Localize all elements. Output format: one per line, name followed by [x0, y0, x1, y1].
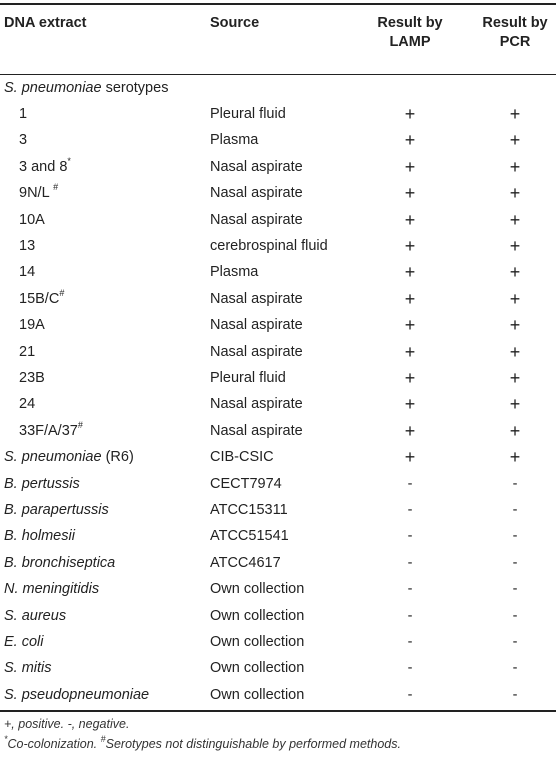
table-row: [0, 286, 556, 312]
table-row: [0, 127, 556, 153]
footnote-legend: +, positive. -, negative.: [4, 717, 130, 731]
cell-source: Pleural fluid: [210, 106, 286, 122]
extract-name: S. mitis: [4, 660, 52, 677]
cell-result-pcr: -: [512, 528, 518, 545]
extract-name: 13: [19, 238, 36, 254]
group-label-rest: serotypes: [101, 80, 169, 96]
cell-dna-extract: [19, 259, 35, 285]
cell-dna-extract: [19, 312, 45, 338]
cell-source: Nasal aspirate: [210, 158, 303, 175]
cell-result-pcr: +: [509, 288, 521, 309]
cell-dna-extract: [19, 101, 27, 127]
extract-name: S. pseudopneumoniae: [4, 686, 150, 703]
extract-name: 33F/A/37: [19, 422, 78, 439]
header-result-pcr-line2: PCR: [499, 34, 531, 50]
footnote-cocolonization: Co-colonization.: [7, 737, 101, 751]
cell-result-pcr: +: [509, 156, 521, 177]
cell-result-lamp: -: [407, 528, 413, 545]
extract-name: 3: [19, 132, 28, 149]
cell-source: CIB-CSIC: [210, 449, 274, 466]
cell-result-pcr: +: [509, 130, 521, 151]
cell-result-lamp: +: [404, 368, 416, 388]
cell-result-pcr: -: [512, 634, 518, 650]
cell-result-pcr: -: [512, 502, 518, 518]
cell-source: Own collection: [210, 660, 305, 677]
cell-result-pcr: +: [509, 183, 521, 204]
cell-dna-extract: [4, 550, 115, 576]
extract-name: 3 and 8: [19, 158, 68, 175]
extract-name: 9N/L: [19, 185, 54, 202]
cell-result-lamp: +: [404, 315, 416, 336]
cell-result-lamp: -: [407, 554, 413, 571]
extract-suffix: (R6): [101, 449, 134, 466]
footnote-serotypes: Serotypes not distinguishable by performed methods.: [105, 737, 401, 751]
cell-result-pcr: +: [509, 209, 521, 230]
table-row: [0, 655, 556, 681]
cell-dna-extract: [19, 154, 71, 180]
table-row: [0, 180, 556, 206]
cell-source: ATCC15311: [210, 502, 288, 518]
extract-name: 14: [19, 264, 36, 281]
cell-result-pcr: -: [512, 660, 518, 677]
cell-result-lamp: -: [407, 607, 413, 624]
cell-result-lamp: +: [404, 394, 416, 415]
cell-dna-extract: [4, 655, 52, 681]
table-row: [0, 207, 556, 233]
cell-result-pcr: +: [509, 104, 521, 124]
table-row: [0, 339, 556, 365]
extract-footnote-mark: #: [59, 287, 65, 298]
cell-source: Own collection: [210, 581, 305, 598]
cell-dna-extract: [19, 391, 35, 417]
cell-dna-extract: [19, 365, 45, 391]
cell-result-lamp: +: [404, 262, 416, 283]
cell-result-lamp: +: [404, 236, 416, 256]
cell-dna-extract: [19, 127, 27, 153]
table-row: [0, 629, 556, 655]
header-result-lamp-line2: LAMP: [389, 34, 431, 50]
cell-result-pcr: -: [512, 475, 518, 492]
cell-result-pcr: +: [509, 394, 521, 415]
extract-name: 23B: [19, 370, 45, 386]
footnote-asterisk: *: [4, 733, 8, 744]
cell-result-lamp: +: [404, 209, 416, 230]
extract-name: B. parapertussis: [4, 502, 109, 518]
cell-source: Pleural fluid: [210, 370, 286, 386]
cell-source: CECT7974: [210, 475, 282, 492]
footnote-hash: #: [100, 733, 106, 744]
header-result-lamp: [370, 14, 450, 52]
cell-source: Plasma: [210, 264, 259, 281]
extract-footnote-mark: *: [67, 155, 71, 166]
extract-name: S. aureus: [4, 607, 67, 624]
cell-result-lamp: +: [404, 288, 416, 309]
cell-result-pcr: +: [509, 262, 521, 283]
table-row: [0, 259, 556, 285]
extract-name: N. meningitidis: [4, 581, 100, 598]
extract-name: 19A: [19, 317, 45, 334]
header-dna-extract: DNA extract: [4, 15, 87, 31]
cell-result-pcr: -: [512, 686, 518, 703]
extract-name: B. bronchiseptica: [4, 554, 116, 571]
cell-source: ATCC4617: [210, 554, 281, 571]
extract-name: E. coli: [4, 634, 44, 650]
table-row: [0, 444, 556, 470]
header-result-lamp-line1: Result by: [377, 15, 443, 31]
table-row: [0, 312, 556, 338]
header-result-pcr-line1: Result by: [482, 15, 548, 31]
cell-dna-extract: [19, 233, 35, 259]
cell-source: Own collection: [210, 686, 305, 703]
table-row: [0, 154, 556, 180]
table-row: [0, 101, 556, 127]
cell-dna-extract: [4, 682, 149, 708]
group-label-species: S. pneumoniae: [4, 80, 102, 96]
cell-source: ATCC51541: [210, 528, 289, 545]
cell-result-lamp: +: [404, 341, 416, 362]
cell-dna-extract: [19, 339, 35, 365]
table-row: [0, 550, 556, 576]
table-row: [0, 418, 556, 444]
header-source: Source: [210, 15, 260, 31]
cell-dna-extract: [19, 286, 64, 312]
cell-source: Nasal aspirate: [210, 290, 303, 307]
table-row: [0, 576, 556, 602]
table-row: [0, 471, 556, 497]
cell-dna-extract: [4, 497, 109, 523]
cell-source: Nasal aspirate: [210, 211, 303, 228]
extract-footnote-mark: #: [77, 419, 83, 430]
table-row: [0, 497, 556, 523]
cell-dna-extract: [4, 471, 80, 497]
extract-footnote-mark: #: [53, 182, 59, 193]
cell-dna-extract: [4, 576, 99, 602]
table-row: [0, 523, 556, 549]
extract-name: 10A: [19, 211, 45, 228]
cell-result-pcr: +: [509, 420, 521, 441]
cell-source: Nasal aspirate: [210, 343, 303, 360]
cell-result-pcr: +: [509, 368, 521, 388]
cell-result-lamp: +: [404, 104, 416, 124]
table-row: [0, 233, 556, 259]
cell-source: Nasal aspirate: [210, 396, 303, 413]
table-row: [0, 603, 556, 629]
cell-source: Own collection: [210, 634, 305, 650]
extract-name: B. holmesii: [4, 528, 75, 545]
cell-dna-extract: [19, 180, 58, 206]
cell-dna-extract: [4, 603, 66, 629]
cell-source: Own collection: [210, 607, 305, 624]
cell-result-pcr: -: [512, 554, 518, 571]
cell-result-lamp: +: [404, 420, 416, 441]
cell-result-lamp: +: [404, 156, 416, 177]
extract-name: S. pneumoniae: [4, 449, 102, 466]
table-row: [0, 391, 556, 417]
cell-source: Nasal aspirate: [210, 317, 303, 334]
cell-result-lamp: -: [407, 634, 413, 650]
cell-dna-extract: [4, 444, 134, 470]
cell-dna-extract: [19, 418, 83, 444]
table-row: [0, 682, 556, 708]
cell-result-pcr: -: [512, 607, 518, 624]
cell-result-pcr: +: [509, 315, 521, 336]
cell-result-lamp: -: [407, 686, 413, 703]
cell-result-pcr: +: [509, 447, 521, 468]
cell-result-pcr: +: [509, 341, 521, 362]
cell-result-lamp: -: [407, 660, 413, 677]
cell-source: cerebrospinal fluid: [210, 238, 328, 254]
cell-dna-extract: [4, 523, 75, 549]
cell-result-lamp: +: [404, 447, 416, 468]
cell-source: Plasma: [210, 132, 259, 149]
cell-source: Nasal aspirate: [210, 185, 303, 202]
cell-result-lamp: +: [404, 130, 416, 151]
group-label-row: [0, 75, 556, 101]
extract-name: 1: [19, 106, 28, 122]
cell-dna-extract: [4, 629, 44, 655]
cell-result-lamp: +: [404, 183, 416, 204]
extract-name: 24: [19, 396, 36, 413]
header-result-pcr: [474, 14, 556, 52]
cell-result-pcr: -: [512, 581, 518, 598]
cell-result-pcr: +: [509, 236, 521, 256]
cell-result-lamp: -: [407, 581, 413, 598]
table-row: [0, 365, 556, 391]
group-label: [4, 75, 168, 101]
cell-result-lamp: -: [407, 502, 413, 518]
cell-source: Nasal aspirate: [210, 422, 303, 439]
extract-name: B. pertussis: [4, 475, 80, 492]
table-bottom-rule: [0, 710, 556, 712]
table-top-rule: [0, 3, 556, 5]
extract-name: 21: [19, 343, 36, 360]
cell-dna-extract: [19, 207, 45, 233]
extract-name: 15B/C: [19, 290, 60, 307]
cell-result-lamp: -: [407, 475, 413, 492]
footnote-notes: [4, 733, 401, 751]
